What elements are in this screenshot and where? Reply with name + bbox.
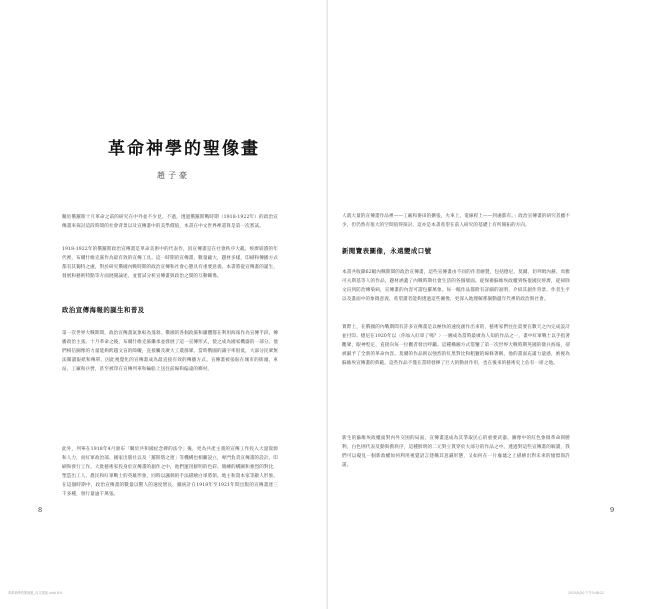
continued-paragraph: 人就大量的宣傳畫作品裡——工廠和麥田的擴張，火車上、電線桿上——到處都有。」政治宣傳畫的研究者雖不少，但仍然有很大的空間值得探討，這亦是本書希望在前人研究的基礎上有所開拓的方向。	[342, 214, 570, 229]
page-number: 9	[610, 506, 615, 514]
body-paragraph: 此外，列寧在1918年4月頒布「關於共和國紀念碑的法令」後，更為共產主義的宣傳工作投入大量資源和人力，而紅軍政治部、國家出版社以及「羅斯塔之窗」等機構也相繼設立，專門負責宣傳畫的設計、印刷和發行工作。大批藝術家投身於宣傳畫的創作之中，他們運用鮮明的色彩、簡練的構圖和強烈的對比，塑造出工人、農民和紅軍戰士的英雄形象，同時以諷刺的手法描繪白軍將領、地主和資本家等敵人形象。在這個時期中，政治宣傳畫的數量以驚人的速度增長，據統計在1918年至1921年間出版的宣傳畫達三千多種，發行量逾千萬張。	[62, 447, 278, 498]
author-name: 趙子豪	[157, 171, 190, 180]
section-heading: 政治宣傳海報的誕生和普及	[62, 306, 145, 314]
body-paragraph: 新生的蘇維埃政權面對內外交困的局面，宣傳畫遂成為其爭取民心的重要武器。圖像中的紅色象徵革命與勝利，白色則代表反動與舊秩序，這種鮮明的二元對立貫穿於大部分的作品之中。透過對這些宣傳畫的解讀，我們可以窺見一個新政權如何利用視覺語言建構其意識形態，又如何在一片廢墟之上描繪出對未來的憧憬與許諾。	[342, 436, 570, 469]
print-slug-right: 2015/5/20 下午3:48:22	[568, 591, 605, 595]
body-paragraph: 第一次世界大戰期間，政治宣傳畫氣象較為蓬勃。俄國的各個政黨和團體都在利用海報作為宣傳手段，傳播政治主張。十月革命之後，布爾什維克黨繼承並發展了這一宣傳形式，使之成為國家機器的一部分。他們相信圖像的力量能夠跨越文盲的障礙，直接觸及廣大工農群眾。當時俄國的識字率很低，大部分民眾無法閱讀報紙和傳單，因此視覺化的宣傳畫成為最直接有效的傳播方式。宣傳畫被張貼在城市的街頭、車站、工廠和兵營，甚至被印在宣傳列車和輪船上送往前線和偏遠的鄉村。	[62, 331, 278, 373]
section-heading: 新閱覽表圖像，永遠變成口號	[342, 247, 432, 255]
intro-paragraph: 1918-1922年的俄羅斯政治宣傳畫是革命美術中的代表作，因宣傳畫是在社會秩序大亂、經濟崩潰的年代裡，布爾什維克黨作為最有效的宣傳工具。這一時期的宣傳畫，數量龐大，題材多樣，印刷和傳播方式都有其獨特之處，對於研究俄國內戰時期的政治宣傳和社會心態具有重要意義。本書將從宣傳畫的誕生、發展和藝術特點等方面展開論述，並嘗試分析宣傳畫與政治之間的互動關係。	[62, 247, 278, 280]
body-paragraph: 實際上，在俄國的內戰期間有許多宣傳畫是以極快的速度創作出來的，藝術家們往往需要在數天之內完成設計並付印。德尼在1920年以〈你加入紅軍了嗎？〉一圖成為當時最廣為人知的作品之一，畫中紅軍戰士以手指著觀眾，眼神堅定，直接向每一位觀者發出呼籲。這種構圖方式借鑒了第一次世界大戰時期英國的徵兵海報，卻被賦予了全新的革命內容。莫爾的作品則以強烈的紅黑對比和粗獷的線條著稱，他的畫面充滿力量感，被視為蘇維埃宣傳畫的典範。這些作品不僅在當時發揮了巨大的動員作用，也在後來的藝術史上佔有一席之地。	[342, 325, 570, 367]
print-slug-left: 革命神學的聖像畫_內文排版.indd 8-9	[8, 591, 63, 595]
body-paragraph: 本書共收錄62幅內戰期間的政治宣傳畫，這些宣傳畫由不同的作者繪製，包括德尼、莫爾、切列姆內赫、馬雅可夫斯基等人的作品，題材涵蓋了內戰時期社會生活的各個層面。從保衛蘇維埃政權到恢復國民經濟，從掃除文盲到防治傳染病，宣傳畫的內容可謂包羅萬象。每一幅作品都附有詳細的說明，介紹其創作背景、作者生平以及畫面中的象徵意義，希望讀者能夠透過這些圖像，更深入地理解那個動盪年代裡的政治與社會。	[342, 270, 570, 303]
chapter-title: 革命神學的聖像畫	[108, 139, 260, 159]
page-number: 8	[38, 506, 43, 514]
intro-paragraph: 關於俄羅斯十月革命之前的研究在中外並不少見。不過，透過俄羅斯戰時期（1918-1922年）的政治宣傳畫來探討這段時間的社會背景以及宣傳畫中的美學價值，本書在中文世界裡還算是第一次嘗試。	[62, 215, 278, 230]
left-page	[0, 0, 327, 609]
right-page	[328, 0, 655, 609]
